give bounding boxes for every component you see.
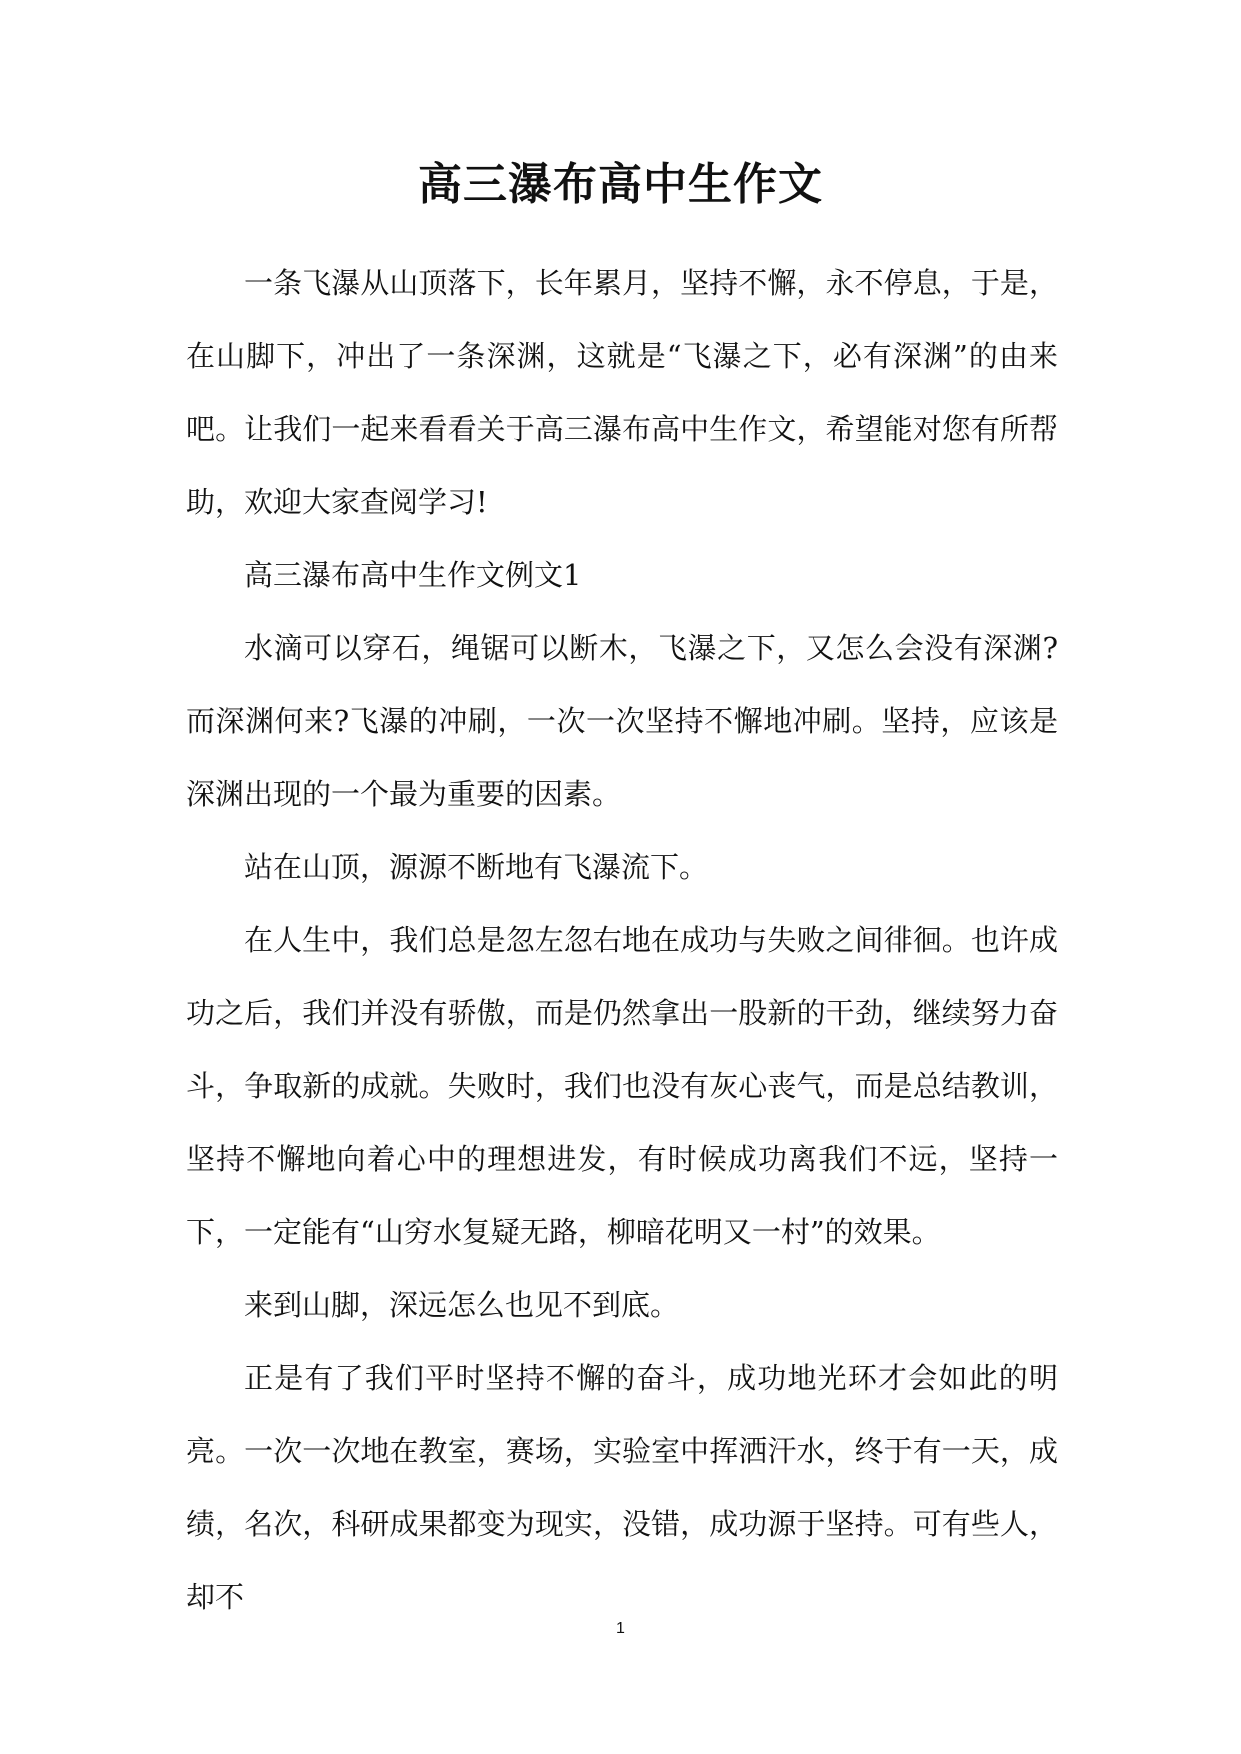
paragraph-body-5: 正是有了我们平时坚持不懈的奋斗，成功地光环才会如此的明亮。一次一次地在教室，赛场，实验室中挥洒汗水，终于有一天，成绩，名次，科研成果都变为现实，没错，成功源于坚持。可有些人，却不 (186, 1361, 1058, 1614)
paragraph-example-heading: 高三瀑布高中生作文例文1 (244, 558, 582, 592)
paragraph-body-2: 站在山顶，源源不断地有飞瀑流下。 (244, 850, 709, 884)
document-title: 高三瀑布高中生作文 (418, 159, 823, 210)
paragraph-body-3: 在人生中，我们总是忽左忽右地在成功与失败之间徘徊。也许成功之后，我们并没有骄傲，而是仍然拿出一股新的干劲，继续努力奋斗，争取新的成就。失败时，我们也没有灰心丧气，而是总结教训，坚持不懈地向着心中的理想进发，有时候成功离我们不远，坚持一下，一定能有“山穷水复疑无路，柳暗花明又一村”的效果。 (186, 923, 1058, 1249)
paragraph-intro: 一条飞瀑从山顶落下，长年累月，坚持不懈，永不停息，于是，在山脚下，冲出了一条深渊，这就是“飞瀑之下，必有深渊”的由来吧。让我们一起来看看关于高三瀑布高中生作文，希望能对您有所帮助，欢迎大家查阅学习! (186, 266, 1058, 519)
paragraph-body-4: 来到山脚，深远怎么也见不到底。 (244, 1288, 680, 1322)
paragraph-body-1: 水滴可以穿石，绳锯可以断木，飞瀑之下，又怎么会没有深渊?而深渊何来?飞瀑的冲刷，一次一次坚持不懈地冲刷。坚持，应该是深渊出现的一个最为重要的因素。 (186, 631, 1058, 811)
document-body (186, 247, 1058, 1634)
page-number: 1 (616, 1620, 625, 1637)
